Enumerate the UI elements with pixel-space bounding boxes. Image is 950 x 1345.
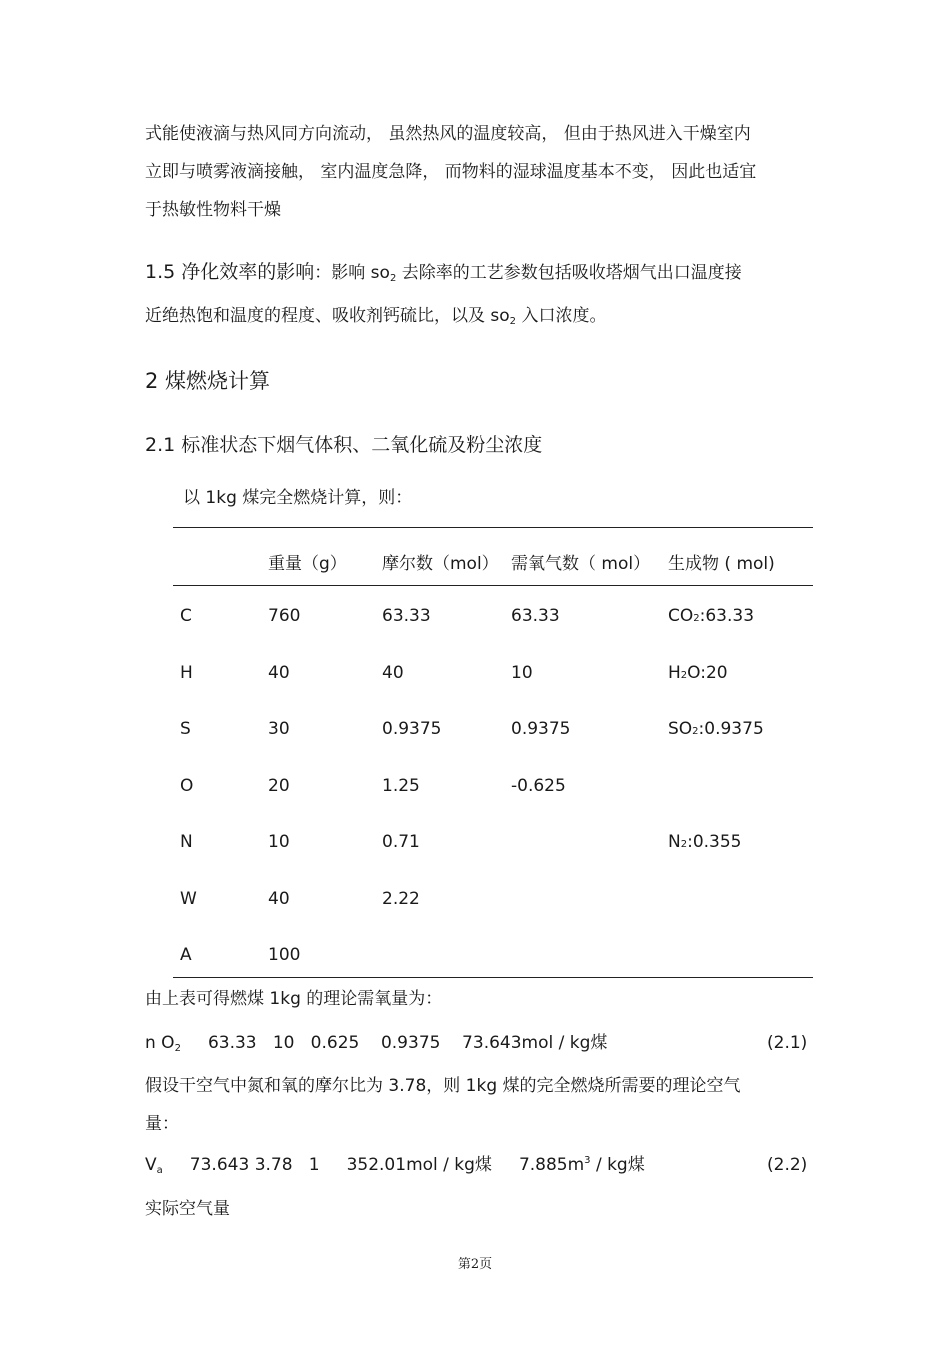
table-caption: 以 1kg 煤完全燃烧计算，则： [183, 488, 413, 508]
table-cell-product: SO2:0.9375 [668, 719, 764, 739]
equation-number: (2.2) [767, 1155, 808, 1175]
table-cell: 40 [268, 888, 290, 909]
equation-2-1: n $O_2$ 63.33 10 0.625 0.9375 73.643mol / kg煤 [145, 1033, 608, 1054]
header-moles: 摩尔数（mol） [382, 554, 499, 574]
table-cell-product: N2:0.355 [668, 832, 742, 852]
table-bottom-rule [173, 977, 813, 978]
table-cell: 0.9375 [382, 719, 442, 739]
table-cell: 20 [268, 775, 290, 796]
table-cell-product: CO2:63.33 [668, 606, 755, 626]
section-1-5: 1.5 净化效率的影响：影响 $so_2$ 去除率的工艺参数包括吸收塔烟气出口温度接 [145, 261, 742, 284]
table-row-element: S [180, 719, 191, 739]
paragraph-line: 立即与喷雾液滴接触， 室内温度急降， 而物料的湿球温度基本不变， 因此也适宜 [145, 162, 757, 182]
paragraph-line: 式能使液滴与热风同方向流动， 虽然热风的温度较高， 但由于热风进入干燥室内 [145, 124, 751, 144]
section-2-title: 2 煤燃烧计算 [145, 369, 271, 393]
table-cell: 30 [268, 719, 290, 739]
paragraph-line: 由上表可得燃煤 1kg 的理论需氧量为： [145, 989, 443, 1009]
table-row-element: C [180, 606, 192, 626]
table-cell: 0.71 [382, 832, 420, 852]
table-row-element: N [180, 832, 193, 852]
table-row-element: A [180, 945, 192, 965]
page-number: 第2页 [457, 1257, 493, 1272]
table-cell: 10 [268, 832, 290, 852]
paragraph-line: 近绝热饱和温度的程度、吸收剂钙硫比，以及 $so_2$ 入口浓度。 [145, 306, 607, 327]
header-products: 生成物 ( mol) [668, 554, 775, 574]
table-cell: 100 [268, 945, 301, 965]
table-cell-product: H2O:20 [668, 662, 728, 683]
table-cell: 0.9375 [511, 719, 571, 739]
table-cell: 63.33 [382, 606, 431, 626]
paragraph-line: 实际空气量 [145, 1199, 230, 1219]
table-top-rule [173, 527, 813, 528]
table-row-element: H [180, 662, 193, 683]
paragraph-line: 于热敏性物料干燥 [145, 200, 281, 220]
table-header-rule [173, 585, 813, 586]
table-cell: -0.625 [511, 775, 566, 796]
paragraph-line: 量： [145, 1114, 179, 1134]
equation-number: (2.1) [767, 1033, 808, 1053]
section-2-1-title: 2.1 标准状态下烟气体积、二氧化硫及粉尘浓度 [145, 434, 543, 456]
table-cell: 63.33 [511, 606, 560, 626]
table-cell: 2.22 [382, 888, 420, 909]
paragraph-line: 假设干空气中氮和氧的摩尔比为 3.78，则 1kg 煤的完全燃烧所需要的理论空气 [145, 1076, 741, 1096]
table-cell: 40 [268, 662, 290, 683]
header-oxygen: 需氧气数（ mol） [511, 554, 651, 574]
equation-2-2: $V_a$ 73.643 3.78 1 352.01mol / kg煤 $7.885m^3$ / kg煤 [145, 1155, 645, 1176]
section-title: 1.5 净化效率的影响 [145, 261, 315, 283]
table-cell: 40 [382, 662, 404, 683]
header-weight: 重量（g） [268, 554, 347, 574]
table-row-element: W [180, 888, 197, 909]
table-cell: 1.25 [382, 775, 420, 796]
table-cell: 760 [268, 606, 301, 626]
table-row-element: O [180, 775, 194, 796]
table-cell: 10 [511, 662, 533, 683]
